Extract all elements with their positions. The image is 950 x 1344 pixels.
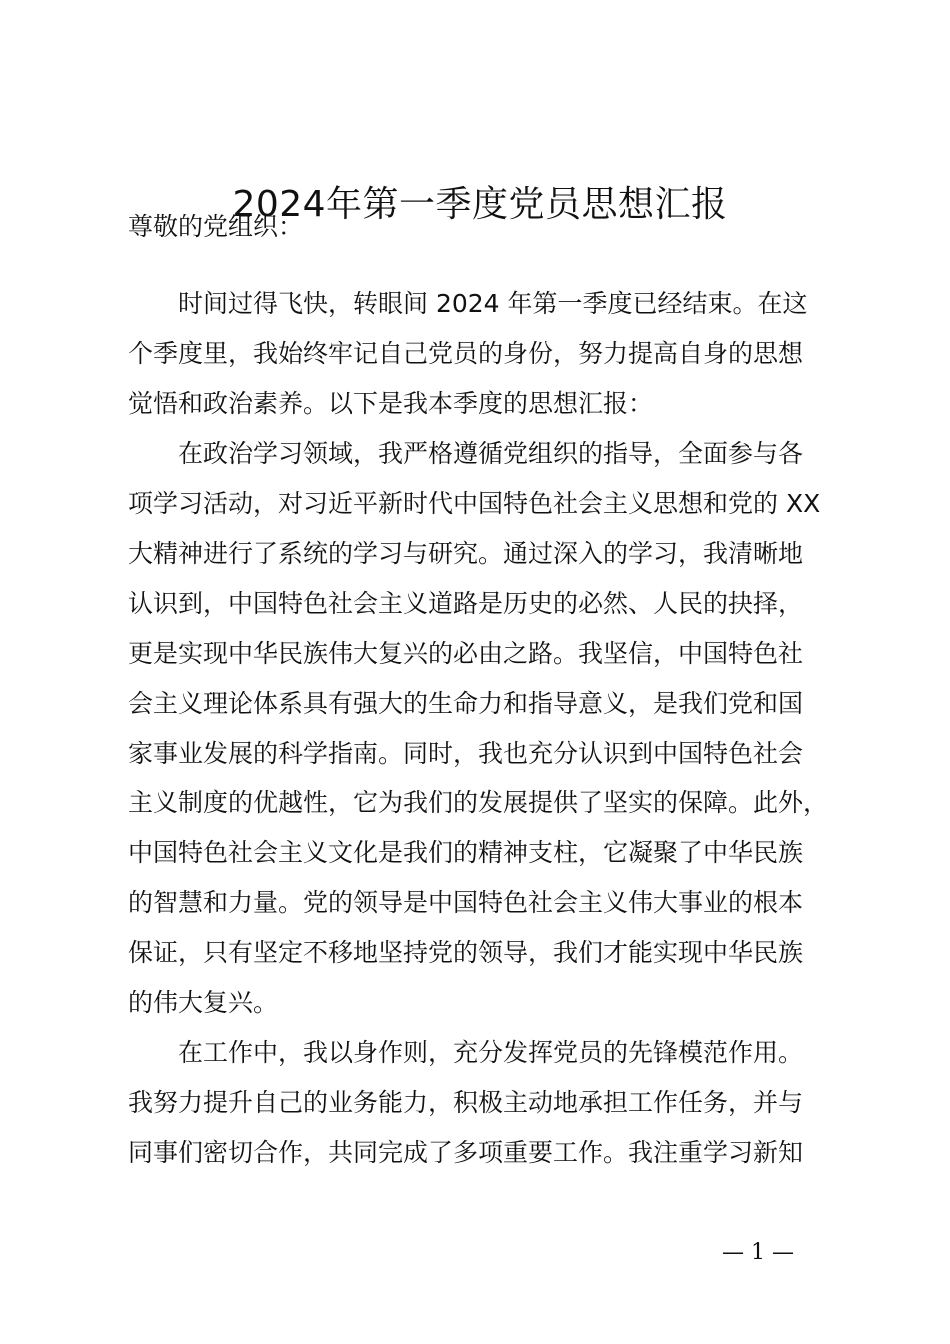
paragraph-line: 我努力提升自己的业务能力，积极主动地承担工作任务，并与 [128, 1088, 804, 1117]
paragraph-line: 保证，只有坚定不移地坚持党的领导，我们才能实现中华民族 [128, 938, 804, 967]
salutation: 尊敬的党组织： [128, 212, 304, 241]
paragraph-line: 中国特色社会主义文化是我们的精神支柱，它凝聚了中华民族 [128, 838, 804, 867]
document-title: 2024年第一季度党员思想汇报 [232, 184, 728, 225]
paragraph-line: 同事们密切合作，共同完成了多项重要工作。我注重学习新知 [128, 1138, 804, 1167]
paragraph-line: 觉悟和政治素养。以下是我本季度的思想汇报： [128, 389, 654, 418]
paragraph-line: 的智慧和力量。党的领导是中国特色社会主义伟大事业的根本 [128, 888, 804, 917]
paragraph-line: 个季度里，我始终牢记自己党员的身份，努力提高自身的思想 [128, 339, 804, 368]
paragraph-line: 认识到，中国特色社会主义道路是历史的必然、人民的抉择， [128, 589, 804, 618]
paragraph-line: 更是实现中华民族伟大复兴的必由之路。我坚信，中国特色社 [128, 639, 804, 668]
paragraph-line: 项学习活动，对习近平新时代中国特色社会主义思想和党的 XX [128, 489, 821, 518]
page-number: — 1 — [722, 1240, 794, 1265]
paragraph-line: 时间过得飞快，转眼间 2024 年第一季度已经结束。在这 [178, 289, 808, 318]
paragraph-line: 大精神进行了系统的学习与研究。通过深入的学习，我清晰地 [128, 539, 804, 568]
paragraph-line: 主义制度的优越性，它为我们的发展提供了坚实的保障。此外， [128, 788, 829, 817]
paragraph-line: 会主义理论体系具有强大的生命力和指导意义，是我们党和国 [128, 689, 804, 718]
paragraph-line: 在政治学习领域，我严格遵循党组织的指导，全面参与各 [178, 439, 804, 468]
paragraph-line: 在工作中，我以身作则，充分发挥党员的先锋模范作用。 [178, 1038, 804, 1067]
paragraph-line: 的伟大复兴。 [128, 988, 279, 1017]
paragraph-line: 家事业发展的科学指南。同时，我也充分认识到中国特色社会 [128, 739, 804, 768]
